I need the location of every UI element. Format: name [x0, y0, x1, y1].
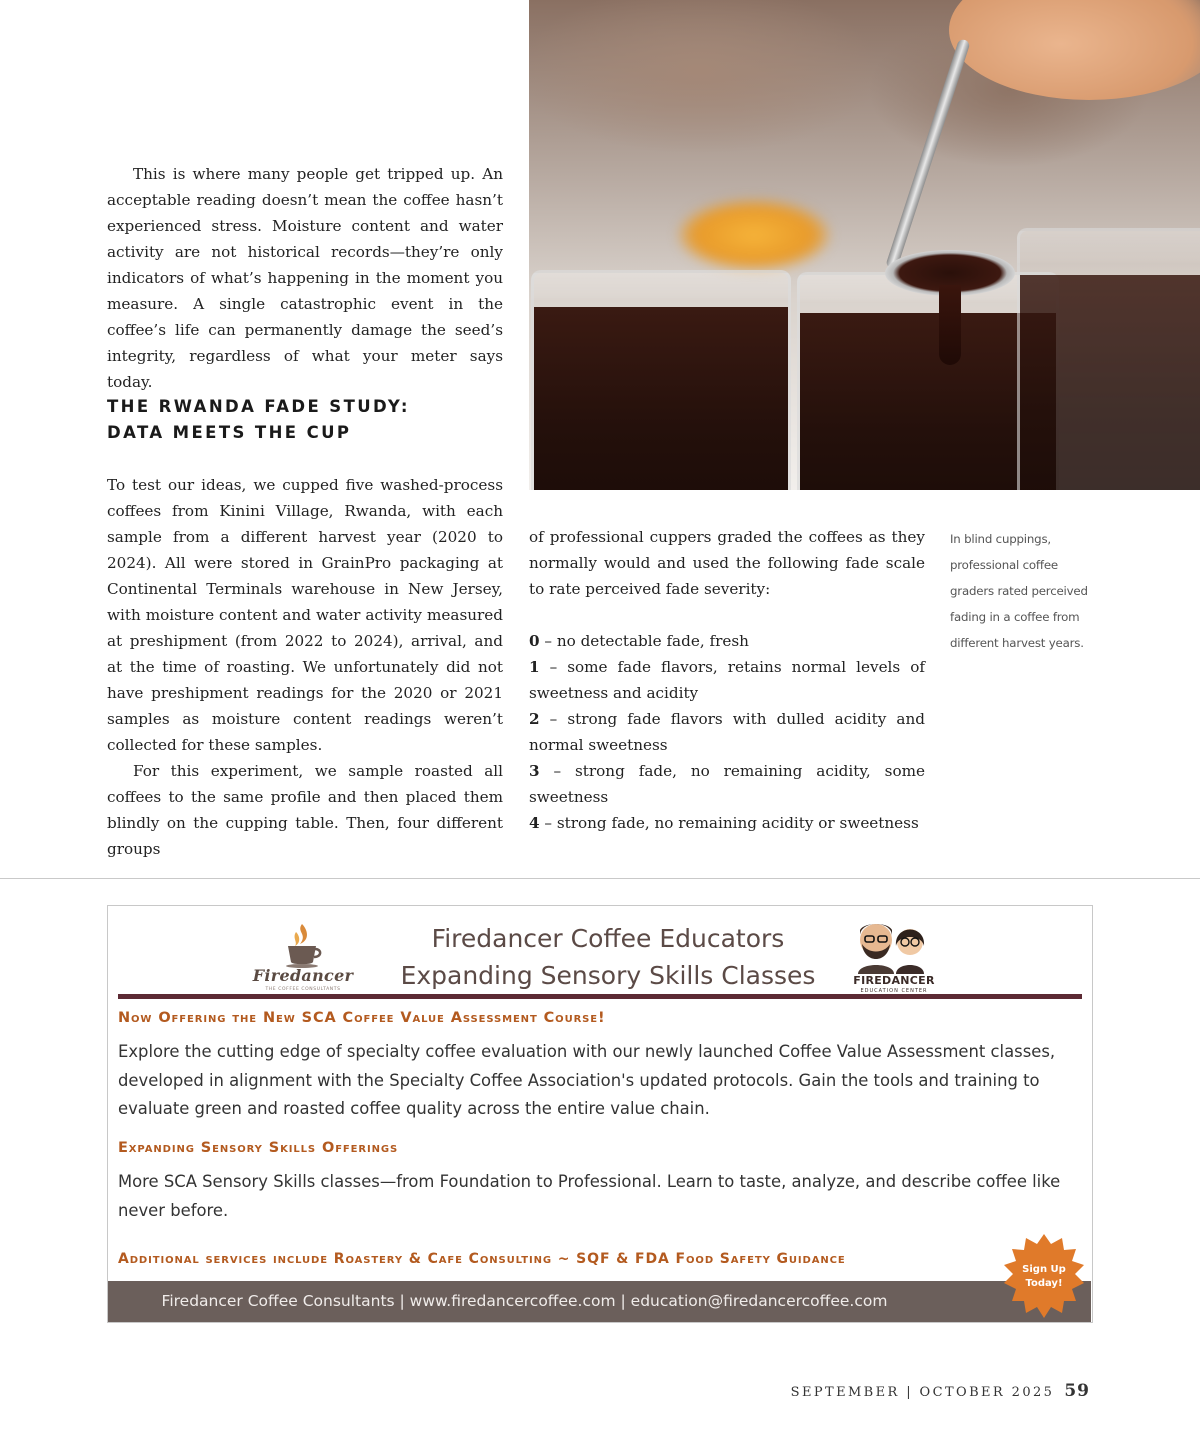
ad-header-rule [118, 994, 1082, 999]
ad-title [378, 920, 838, 994]
education-center-name: FIREDANCER [853, 974, 935, 987]
firedancer-logo [248, 916, 358, 990]
cupping-photo [529, 0, 1200, 490]
orange-glass-blur [679, 200, 829, 270]
glass-right [1017, 228, 1200, 490]
paragraph-2: To test our ideas, we cupped five washed-process coffees from Kinini Village, Rwanda, with each sample from a different harvest year (2020 to 2024). All were stored in GrainPro packaging at Continental Terminals warehouse in New Jersey, with moisture content and water activity measured at preshipment (from 2022 to 2024), arrival, and at the time of roasting. We unfortunately did not have preshipment readings for the 2020 or 2021 samples as moisture content readings weren’t collected for these samples. [107, 476, 503, 754]
fade-scale-list [529, 628, 925, 836]
page-number: 59 [1064, 1381, 1090, 1401]
fade-scale-item: 4 – strong fade, no remaining acidity or sweetness [529, 814, 919, 832]
education-center-sub: EDUCATION CENTER [860, 988, 928, 994]
intro-paragraph: This is where many people get tripped up. An acceptable reading doesn’t mean the coffee hasn’t experienced stress. Moisture content and water activity are not historical records—they’re only indicators of what’s happening in the moment you measure. A single catastrophic event in the coffee’s life can permanently damage the seed’s integrity, regardless of what your meter says today. [107, 165, 503, 391]
sign-up-label: Sign Up Today! [1022, 1264, 1066, 1289]
heading-line-1: THE RWANDA FADE STUDY: [107, 397, 410, 416]
ad-title-line-1: Firedancer Coffee Educators [431, 924, 785, 953]
photo-caption: In blind cuppings, professional coffee graders rated perceived fading in a coffee from different harvest years. [950, 532, 1088, 650]
section-heading [107, 394, 507, 446]
issue-date: SEPTEMBER | OCTOBER 2025 [790, 1385, 1055, 1400]
paragraph-3a: For this experiment, we sample roasted all coffees to the same profile and then placed them blindly on the cupping table. Then, four different groups [107, 762, 503, 858]
brand-name: Firedancer [252, 966, 354, 985]
page-folio [791, 1381, 1090, 1401]
ad-body-sensory: More SCA Sensory Skills classes—from Foundation to Professional. Learn to taste, analyze, and describe coffee like never before. [118, 1172, 1061, 1220]
coffee-drip [939, 285, 961, 365]
flaming-cup-icon [282, 922, 322, 968]
page-divider [0, 878, 1200, 879]
fade-scale-item: 2 – strong fade flavors with dulled acidity and normal sweetness [529, 710, 925, 754]
hand-shape [949, 0, 1200, 100]
ad-heading-sensory: Expanding Sensory Skills Offerings [118, 1140, 399, 1156]
ad-body-cva: Explore the cutting edge of specialty coffee evaluation with our newly launched Coffee Value Assessment classes, developed in alignment with the Specialty Coffee Association's updated protocols. Gain the tools and training to evaluate green and roasted coffee quality across the entire value chain. [118, 1042, 1056, 1118]
heading-line-2: DATA MEETS THE CUP [107, 423, 352, 442]
firedancer-ad[interactable] [107, 905, 1093, 1323]
paragraph-3b: of professional cuppers graded the coffees as they normally would and used the following fade scale to rate perceived fade severity: [529, 528, 925, 598]
fade-scale-item: 0 – no detectable fade, fresh [529, 632, 749, 650]
column-2-body [529, 524, 925, 836]
ad-heading-cva: Now Offering the New SCA Coffee Value Assessment Course! [118, 1010, 606, 1026]
column-1-body [107, 472, 503, 862]
fade-scale-item: 3 – strong fade, no remaining acidity, some sweetness [529, 762, 925, 806]
spoon-handle [885, 38, 971, 270]
sign-up-badge[interactable] [1001, 1234, 1087, 1320]
brand-tagline: THE COFFEE CONSULTANTS [265, 987, 341, 992]
fade-scale-item: 1 – some fade flavors, retains normal levels of sweetness and acidity [529, 658, 925, 702]
ad-title-line-2: Expanding Sensory Skills Classes [400, 961, 816, 990]
educators-avatar-icon [848, 916, 940, 974]
ad-footer-contacts[interactable]: Firedancer Coffee Consultants | www.firedancercoffee.com | education@firedancercoffee.com [108, 1281, 1091, 1322]
education-center-logo [848, 916, 940, 992]
ad-services: Additional services include Roastery & Cafe Consulting ~ SQF & FDA Food Safety Guidance [118, 1251, 846, 1267]
glass-left [531, 270, 791, 490]
